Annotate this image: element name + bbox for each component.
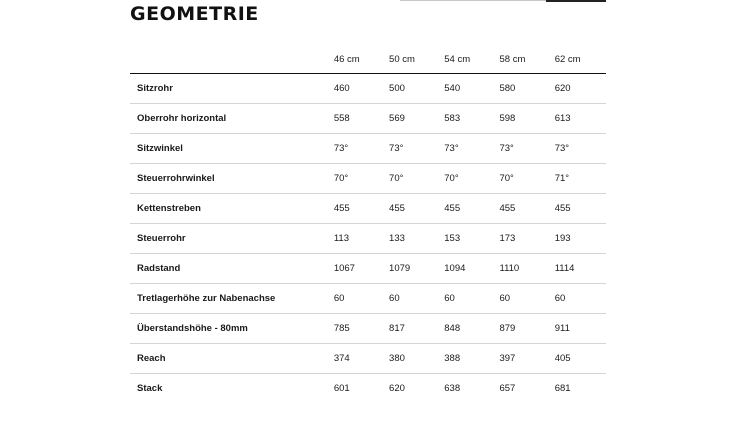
table-cell: 153 bbox=[440, 224, 495, 254]
table-cell: 583 bbox=[440, 104, 495, 134]
section-title: GEOMETRIE bbox=[130, 3, 259, 25]
table-cell: 73° bbox=[440, 134, 495, 164]
geometry-table bbox=[130, 45, 606, 403]
table-cell: 397 bbox=[495, 344, 550, 374]
table-cell: 620 bbox=[551, 74, 606, 104]
table-cell: 455 bbox=[495, 194, 550, 224]
table-cell: 71° bbox=[551, 164, 606, 194]
label-column-header bbox=[130, 45, 330, 74]
size-column-header: 46 cm bbox=[330, 45, 385, 74]
table-row bbox=[130, 314, 606, 344]
table-cell: 681 bbox=[554, 383, 571, 394]
table-row bbox=[130, 374, 606, 404]
table-cell: 60 bbox=[385, 284, 440, 314]
table-cell: 911 bbox=[551, 314, 606, 344]
table-cell: 73° bbox=[551, 134, 606, 164]
row-label: Reach bbox=[130, 344, 330, 374]
table-cell: 1067 bbox=[330, 254, 385, 284]
table-row bbox=[130, 194, 606, 224]
table-cell: 70° bbox=[440, 164, 495, 194]
table-cell: 73° bbox=[495, 134, 550, 164]
table-cell: 380 bbox=[385, 344, 440, 374]
table-row bbox=[130, 344, 606, 374]
table-cell: 1079 bbox=[385, 254, 440, 284]
table-row bbox=[130, 74, 606, 104]
table-cell: 455 bbox=[440, 194, 495, 224]
size-column-header: 54 cm bbox=[440, 45, 495, 74]
row-label: Steuerrohr bbox=[130, 224, 330, 254]
row-label: Steuerrohrwinkel bbox=[130, 164, 330, 194]
table-row bbox=[130, 104, 606, 134]
table-cell: 879 bbox=[495, 314, 550, 344]
table-cell: 638 bbox=[444, 383, 461, 394]
table-cell: 613 bbox=[551, 104, 606, 134]
table-row bbox=[130, 254, 606, 284]
table-cell: 60 bbox=[495, 284, 550, 314]
table-cell: 113 bbox=[330, 224, 385, 254]
size-column-header: 50 cm bbox=[385, 45, 440, 74]
table-cell: 620 bbox=[389, 383, 405, 394]
header-row bbox=[130, 45, 606, 74]
table-cell: 455 bbox=[385, 194, 440, 224]
table-cell: 460 bbox=[330, 74, 385, 104]
table-cell: 1094 bbox=[440, 254, 495, 284]
table-cell: 374 bbox=[330, 344, 385, 374]
table-cell: 60 bbox=[551, 284, 606, 314]
row-label: Kettenstreben bbox=[130, 194, 330, 224]
table-cell: 173 bbox=[495, 224, 550, 254]
table-row bbox=[130, 284, 606, 314]
table-cell: 1110 bbox=[495, 254, 550, 284]
active-tab-indicator bbox=[546, 0, 606, 2]
table-cell: 133 bbox=[385, 224, 440, 254]
table-cell: 785 bbox=[330, 314, 385, 344]
table-cell: 817 bbox=[385, 314, 440, 344]
row-label: Überstandshöhe - 80mm bbox=[130, 314, 330, 344]
table-cell: 569 bbox=[385, 104, 440, 134]
table-cell: 601 bbox=[333, 383, 350, 394]
table-cell: 848 bbox=[440, 314, 495, 344]
table-cell: 73° bbox=[385, 134, 440, 164]
table-cell: 540 bbox=[440, 74, 495, 104]
table-cell: 70° bbox=[385, 164, 440, 194]
row-label: Tretlagerhöhe zur Nabenachse bbox=[130, 284, 330, 314]
table-cell: 455 bbox=[330, 194, 385, 224]
row-label: Sitzrohr bbox=[130, 74, 330, 104]
table-cell: 1114 bbox=[551, 254, 606, 284]
row-label: Radstand bbox=[130, 254, 330, 284]
size-column-header: 58 cm bbox=[495, 45, 550, 74]
table-cell: 598 bbox=[495, 104, 550, 134]
table-cell: 500 bbox=[385, 74, 440, 104]
table-cell: 70° bbox=[495, 164, 550, 194]
row-label: Sitzwinkel bbox=[130, 134, 330, 164]
table-cell: 580 bbox=[495, 74, 550, 104]
table-row bbox=[130, 224, 606, 254]
table-cell: 60 bbox=[330, 284, 385, 314]
table-cell: 193 bbox=[551, 224, 606, 254]
table-row bbox=[130, 134, 606, 164]
row-label: Stack bbox=[137, 383, 163, 394]
table-cell: 70° bbox=[330, 164, 385, 194]
table-row bbox=[130, 164, 606, 194]
row-label: Oberrohr horizontal bbox=[130, 104, 330, 134]
table-cell: 558 bbox=[330, 104, 385, 134]
table-cell: 657 bbox=[499, 383, 516, 394]
table-cell: 405 bbox=[551, 344, 606, 374]
table-cell: 388 bbox=[440, 344, 495, 374]
table-cell: 73° bbox=[330, 134, 385, 164]
table-cell: 60 bbox=[440, 284, 495, 314]
size-column-header: 62 cm bbox=[551, 45, 606, 74]
table-cell: 455 bbox=[551, 194, 606, 224]
